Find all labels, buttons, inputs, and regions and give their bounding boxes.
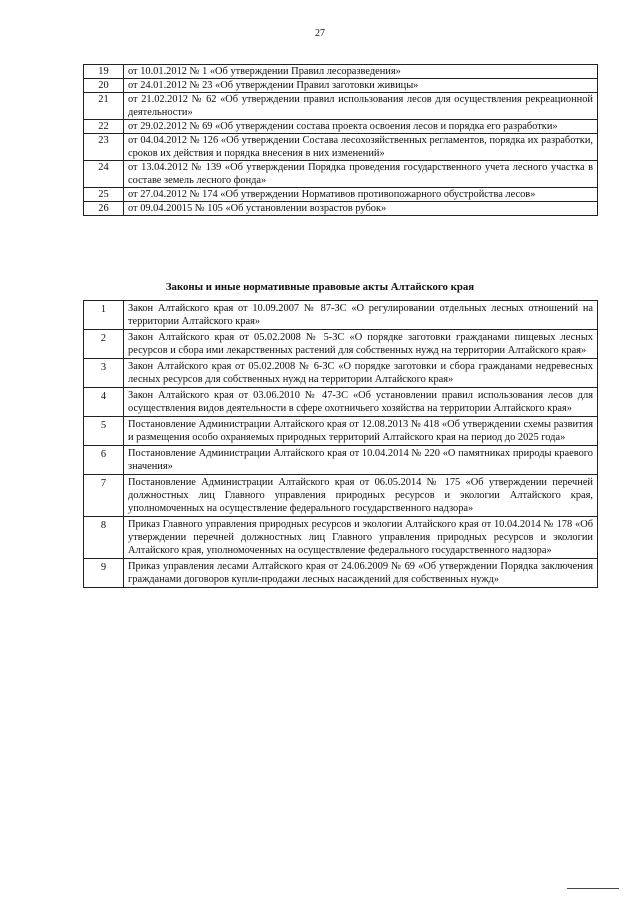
row-text: Закон Алтайского края от 05.02.2008 № 5-ЗС «О порядке заготовки гражданами пищевых лесных ресурсов и сбора ими лекарственных растений для собственных нужд на территории Алтайского края»: [124, 330, 598, 359]
row-number: 5: [84, 417, 124, 446]
row-number: 7: [84, 475, 124, 517]
table-row: [84, 202, 598, 216]
row-text: Закон Алтайского края от 10.09.2007 № 87-ЗС «О регулировании отдельных лесных отношений на территории Алтайского края»: [124, 301, 598, 330]
footer-rule: [567, 888, 619, 889]
row-number: 22: [84, 120, 124, 134]
table-row: [84, 388, 598, 417]
row-text: Постановление Администрации Алтайского края от 12.08.2013 № 418 «Об утверждении схемы развития и размещения особо охраняемых природных территорий Алтайского края на период до 2025 года»: [124, 417, 598, 446]
row-number: 8: [84, 517, 124, 559]
table-row: [84, 330, 598, 359]
row-text: от 04.04.2012 № 126 «Об утверждении Состава лесохозяйственных регламентов, порядка их разработки, сроков их действия и порядка внесения в них изменений»: [124, 134, 598, 161]
row-text: Закон Алтайского края от 03.06.2010 № 47-ЗС «Об установлении правил использования лесов для осуществления видов деятельности в сфере охотничьего хозяйства на территории Алтайского края»: [124, 388, 598, 417]
row-number: 20: [84, 79, 124, 93]
table-row: [84, 93, 598, 120]
row-number: 26: [84, 202, 124, 216]
section-heading: Законы и иные нормативные правовые акты Алтайского края: [165, 281, 475, 293]
table-row: [84, 417, 598, 446]
table-row: [84, 301, 598, 330]
table-row: [84, 161, 598, 188]
row-number: 1: [84, 301, 124, 330]
table-row: [84, 559, 598, 588]
row-text: от 21.02.2012 № 62 «Об утверждении правил использования лесов для осуществления рекреационной деятельности»: [124, 93, 598, 120]
row-number: 9: [84, 559, 124, 588]
regional-acts-table: [83, 300, 598, 588]
row-number: 4: [84, 388, 124, 417]
table-row: [84, 359, 598, 388]
row-number: 6: [84, 446, 124, 475]
row-text: Закон Алтайского края от 05.02.2008 № 6-ЗС «О порядке заготовки и сбора гражданами недревесных лесных ресурсов для собственных нужд на территории Алтайского края»: [124, 359, 598, 388]
row-number: 3: [84, 359, 124, 388]
row-number: 19: [84, 65, 124, 79]
table-row: [84, 446, 598, 475]
table-row: [84, 79, 598, 93]
page-number: 27: [315, 28, 325, 39]
table-row: [84, 65, 598, 79]
row-text: от 10.01.2012 № 1 «Об утверждении Правил лесоразведения»: [124, 65, 598, 79]
table-row: [84, 188, 598, 202]
row-number: 24: [84, 161, 124, 188]
table-row: [84, 134, 598, 161]
row-text: Постановление Администрации Алтайского края от 10.04.2014 № 220 «О памятниках природы краевого значения»: [124, 446, 598, 475]
row-text: Приказ управления лесами Алтайского края от 24.06.2009 № 69 «Об утверждении Порядка заключения гражданами договоров купли-продажи лесных насаждений для собственных нужд»: [124, 559, 598, 588]
row-text: от 24.01.2012 № 23 «Об утверждении Правил заготовки живицы»: [124, 79, 598, 93]
row-text: от 29.02.2012 № 69 «Об утверждении состава проекта освоения лесов и порядка его разработки»: [124, 120, 598, 134]
federal-acts-table: [83, 64, 598, 216]
table-row: [84, 475, 598, 517]
row-text: от 13.04.2012 № 139 «Об утверждении Порядка проведения государственного учета лесного участка в составе земель лесного фонда»: [124, 161, 598, 188]
row-number: 25: [84, 188, 124, 202]
row-text: от 09.04.20015 № 105 «Об установлении возрастов рубок»: [124, 202, 598, 216]
table-row: [84, 517, 598, 559]
row-text: от 27.04.2012 № 174 «Об утверждении Нормативов противопожарного обустройства лесов»: [124, 188, 598, 202]
row-text: Постановление Администрации Алтайского края от 06.05.2014 № 175 «Об утверждении перечней должностных лиц Главного управления природных ресурсов и экологии Алтайского края, уполномоченных на осуществление федерального государственного надзора»: [124, 475, 598, 517]
row-text: Приказ Главного управления природных ресурсов и экологии Алтайского края от 10.04.2014 № 178 «Об утверждении перечней должностных лиц Главного управления природных ресурсов и экологии Алтайского края, уполномоченных на осуществление федерального государственного надзора»: [124, 517, 598, 559]
row-number: 21: [84, 93, 124, 120]
table-row: [84, 120, 598, 134]
row-number: 2: [84, 330, 124, 359]
row-number: 23: [84, 134, 124, 161]
